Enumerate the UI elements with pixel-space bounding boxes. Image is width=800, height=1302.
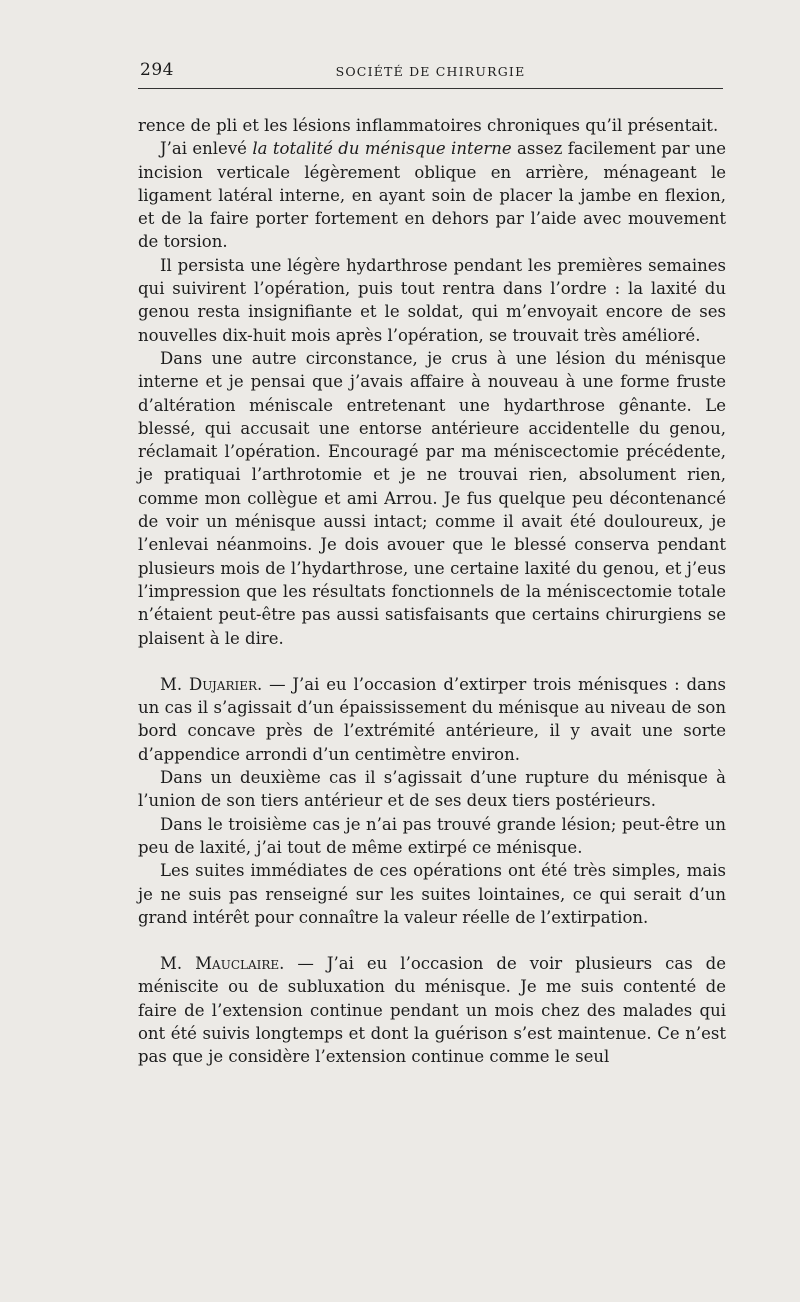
paragraph-4: Dans une autre circonstance, je crus à une lésion du ménisque interne et je pensai que j’avais affaire à nouveau à une forme fruste d’altération méniscale entretenant une hydarthrose gênante. Le blessé, qui accusait une entorse antérieure accidentelle du genou, réclamait l’opération. Encouragé par ma méniscectomie précédente, je pratiquai l’arthrotomie et je ne trouvai rien, absolument rien, comme mon collègue et ami Arrou. Je fus quelque peu décontenancé de voir un ménisque aussi intact; comme il avait été douloureux, je l’enlevai néanmoins. Je dois avouer que le blessé conserva pendant plusieurs mois de l’hydarthrose, une certaine laxité du genou, et j’eus l’impression que les résultats fonctionnels de la méniscectomie totale n’étaient peut-être pas aussi satisfaisants que certains chirurgiens se plaisent à le dire. bbox=[138, 348, 726, 648]
paragraph-2-end: assez facilement par une incision verticale légèrement oblique en arrière, ménageant le ligament latéral interne, en ayant soin de placer la jambe en flexion, et de la faire porter fortement en dehors par l’aide avec mouvement de torsion. bbox=[138, 139, 727, 252]
paragraph-8: Les suites immédiates de ces opérations ont été très simples, mais je ne suis pas renseigné sur les suites lointaines, ce qui serait d’un grand intérêt pour connaître la valeur réelle de l’extirpation. bbox=[138, 861, 726, 927]
dujarier-text: — J’ai eu l’occasion d’extirper trois ménisques : dans un cas il s’agissait d’un épaississement du ménisque au niveau de son bord concave près de l’extrémité antérieure, il y avait une sorte d’appendice arrondi d’un centimètre environ. bbox=[138, 674, 726, 764]
paragraph-7: Dans le troisième cas je n’ai pas trouvé grande lésion; peut-être un peu de laxité, j’ai tout de même extirpé ce ménisque. bbox=[138, 814, 726, 857]
page-number: 294 bbox=[140, 60, 174, 80]
paragraph-dujarier bbox=[138, 673, 726, 766]
paragraph-6: Dans un deuxième cas il s’agissait d’une rupture du ménisque à l’union de son tiers antérieur et de ses deux tiers postérieurs. bbox=[138, 768, 726, 811]
speaker-dujarier: M. Dujarier. bbox=[160, 674, 263, 694]
paragraph-2 bbox=[138, 137, 726, 253]
body-text bbox=[138, 114, 726, 1069]
paragraph-3: Il persista une légère hydarthrose pendant les premières semaines qui suivirent l’opération, puis tout rentra dans l’ordre : la laxité du genou resta insignifiante et le soldat, qui m’envoyait encore de ses nouvelles dix-huit mois après l’opération, se trouvait très amélioré. bbox=[138, 255, 726, 345]
paragraph-2-start: J’ai enlevé bbox=[160, 139, 253, 159]
paragraph-1: rence de pli et les lésions inflammatoires chroniques qu’il présentait. bbox=[138, 116, 719, 135]
paragraph-2-italic: la totalité du ménisque interne bbox=[252, 139, 512, 159]
paragraph-mauclaire bbox=[138, 952, 726, 1068]
running-title: SOCIÉTÉ DE CHIRURGIE bbox=[335, 64, 526, 79]
mauclaire-text: — J’ai eu l’occasion de voir plusieurs cas de méniscite ou de subluxation du ménisque. Je me suis contenté de faire de l’extension continue pendant un mois chez des malades qui ont été suivis longtemps et dont la guérison s’est maintenue. Ce n’est pas que je considère l’extension continue comme le seul bbox=[138, 954, 726, 1067]
speaker-mauclaire: M. Mauclaire. bbox=[160, 954, 285, 974]
page-header bbox=[138, 58, 723, 89]
